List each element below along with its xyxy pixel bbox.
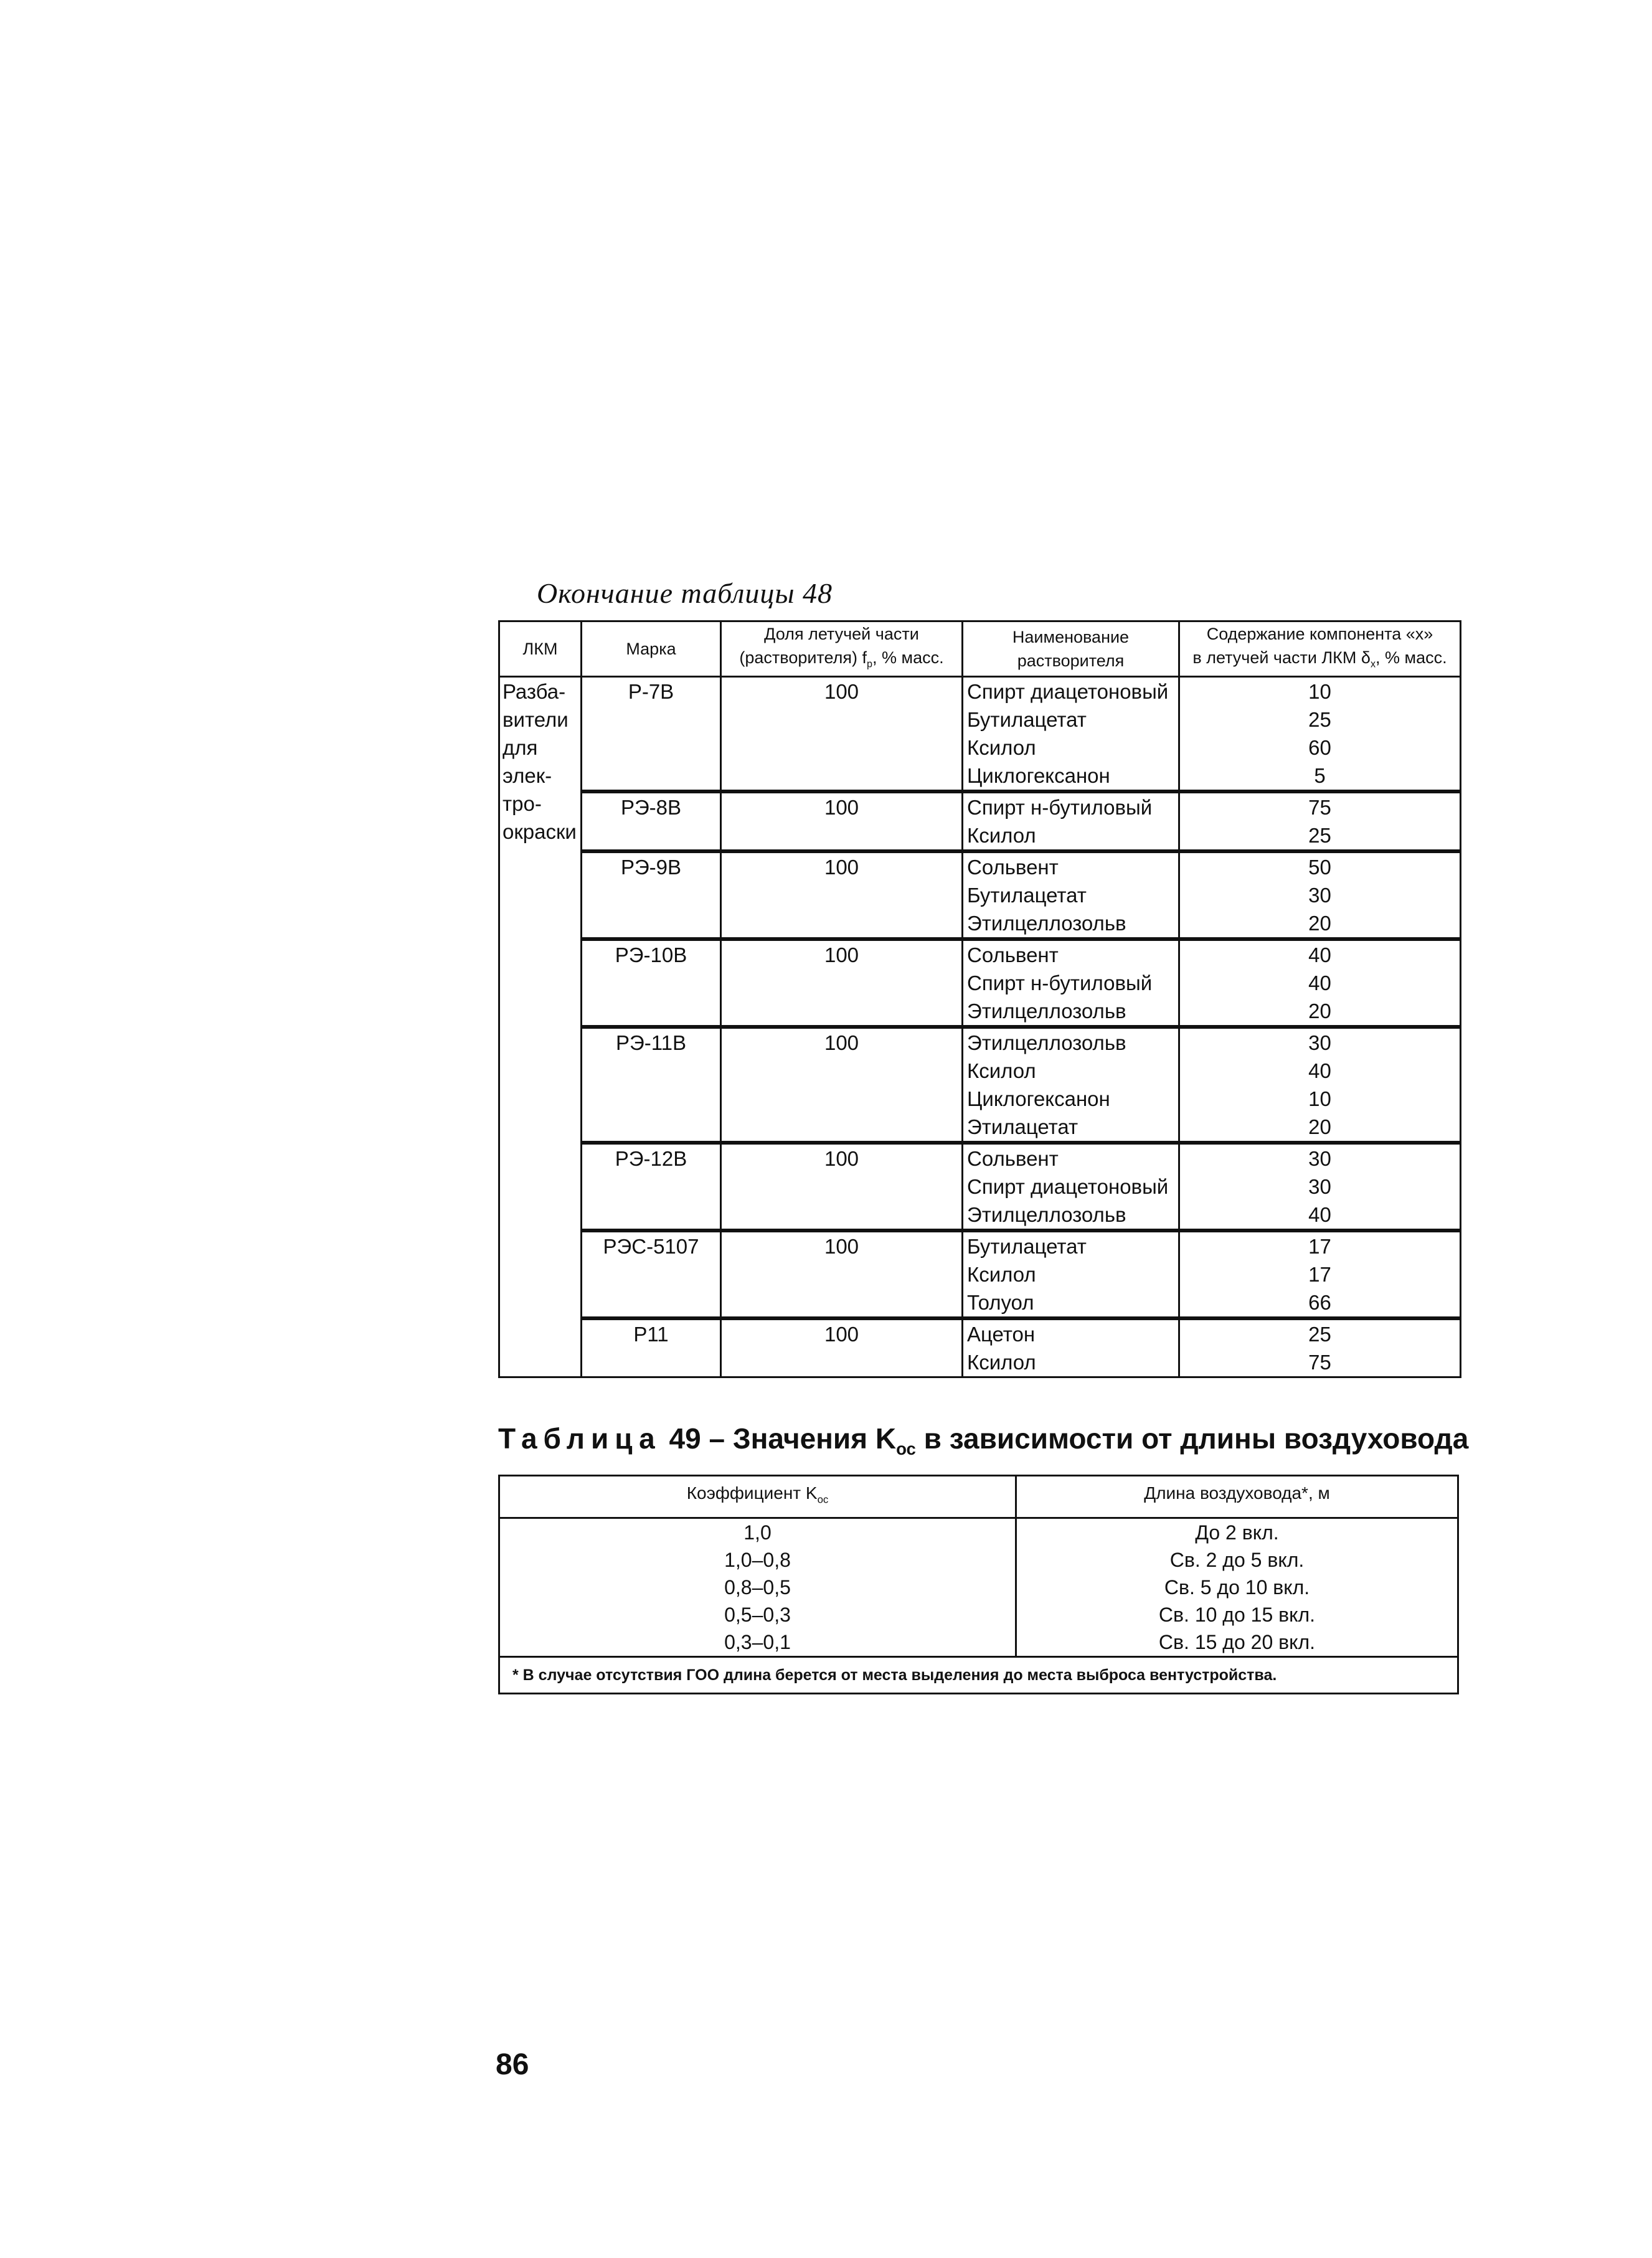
header-duct-length: Длина воздуховода*, м (1016, 1476, 1458, 1518)
table-row (499, 939, 1461, 1027)
header-content-tail: , % масс. (1376, 648, 1447, 667)
coefficient-value: 1,0 (743, 1521, 772, 1544)
solvent-name: Бутилацетат (967, 884, 1087, 907)
fraction-cell: 100 (721, 1318, 963, 1377)
table-48-body (499, 677, 1461, 1377)
table-48 (498, 620, 1461, 1378)
duct-length-value: Св. 15 до 20 вкл. (1158, 1630, 1316, 1653)
solvent-name: Спирт диацетоновый (967, 680, 1169, 704)
content-cell (1179, 677, 1461, 792)
header-fraction (721, 621, 963, 677)
content-value: 25 (1308, 1323, 1331, 1346)
table-49-caption-sub: ос (896, 1439, 916, 1459)
solvent-cell (963, 1027, 1179, 1143)
solvent-name: Сольвент (967, 1147, 1059, 1171)
content-value: 10 (1308, 680, 1331, 704)
table-49-caption-prefix: 49 – Значения K (661, 1422, 897, 1455)
table-row (499, 1318, 1461, 1377)
solvent-cell (963, 1143, 1179, 1231)
content-value: 30 (1308, 884, 1331, 907)
content-value: 25 (1308, 824, 1331, 848)
header-solvent-line2: растворителя (1017, 651, 1125, 671)
content-cell (1179, 1027, 1461, 1143)
header-fraction-line2 (739, 648, 944, 670)
solvent-name: Ксилол (967, 736, 1036, 760)
content-cell (1179, 851, 1461, 939)
content-cell (1179, 1231, 1461, 1318)
header-brand-text: Марка (626, 640, 676, 659)
solvent-cell (963, 791, 1179, 851)
header-content-line2 (1192, 648, 1447, 670)
table-49-caption-word: Таблица (498, 1422, 661, 1455)
fraction-cell: 100 (721, 677, 963, 792)
content-cell (1179, 939, 1461, 1027)
solvent-name: Ксилол (967, 1351, 1036, 1374)
content-value: 20 (1308, 912, 1331, 935)
content-cell (1179, 1143, 1461, 1231)
header-content (1179, 621, 1461, 677)
header-fraction-sub: p (867, 658, 873, 670)
content-value: 40 (1308, 1059, 1331, 1083)
solvent-name: Этилцеллозольв (967, 1203, 1126, 1227)
solvent-name: Ксилол (967, 824, 1036, 848)
content-value: 30 (1308, 1175, 1331, 1199)
duct-length-value: До 2 вкл. (1195, 1521, 1279, 1544)
table-49 (498, 1475, 1459, 1694)
header-coefficient-text: Коэффициент K (686, 1483, 818, 1503)
brand-cell: РЭС-5107 (582, 1231, 721, 1318)
content-value: 30 (1308, 1031, 1331, 1055)
header-content-text: в летучей части ЛКМ δ (1192, 648, 1371, 667)
solvent-name: Этилацетат (967, 1115, 1079, 1139)
fraction-cell: 100 (721, 791, 963, 851)
solvent-cell (963, 939, 1179, 1027)
header-lkm (499, 621, 582, 677)
lkm-cell (499, 677, 582, 1377)
content-value: 5 (1314, 764, 1326, 788)
content-value: 75 (1308, 796, 1331, 820)
content-value: 30 (1308, 1147, 1331, 1171)
lkm-line: окраски (503, 820, 577, 844)
solvent-name: Этилцеллозольв (967, 912, 1126, 935)
solvent-name: Этилцеллозольв (967, 999, 1126, 1023)
solvent-cell (963, 851, 1179, 939)
header-content-line1: Содержание компонента «x» (1206, 625, 1433, 643)
solvent-name: Спирт н-бутиловый (967, 796, 1153, 820)
fraction-cell: 100 (721, 939, 963, 1027)
solvent-name: Ксилол (967, 1263, 1036, 1287)
header-fraction-text: (растворителя) f (739, 648, 867, 667)
duct-length-value: Св. 10 до 15 вкл. (1158, 1603, 1316, 1626)
solvent-name: Спирт н-бутиловый (967, 971, 1153, 995)
coefficient-value: 0,5–0,3 (724, 1603, 791, 1626)
header-coefficient-sub: ос (817, 1493, 829, 1506)
duct-length-value: Св. 5 до 10 вкл. (1164, 1575, 1310, 1599)
fraction-cell: 100 (721, 851, 963, 939)
coefficient-value: 0,3–0,1 (724, 1630, 791, 1653)
solvent-name: Циклогексанон (967, 1087, 1110, 1111)
header-coefficient (499, 1476, 1016, 1518)
solvent-name: Циклогексанон (967, 764, 1110, 788)
solvent-cell (963, 1318, 1179, 1377)
content-value: 40 (1308, 943, 1331, 967)
lkm-line: Разба- (503, 680, 566, 704)
fraction-cell: 100 (721, 1143, 963, 1231)
solvent-name: Спирт диацетоновый (967, 1175, 1169, 1199)
brand-cell: РЭ-11В (582, 1027, 721, 1143)
brand-cell: РЭ-9В (582, 851, 721, 939)
content-cell (1179, 791, 1461, 851)
brand-cell: Р11 (582, 1318, 721, 1377)
duct-length-value: Св. 2 до 5 вкл. (1169, 1548, 1305, 1571)
table-row (499, 1143, 1461, 1231)
table-49-caption-suffix: в зависимости от длины воздуховода (915, 1422, 1469, 1455)
table-48-caption: Окончание таблицы 48 (537, 577, 833, 609)
header-lkm-text: ЛКМ (522, 640, 558, 659)
solvent-name: Ацетон (967, 1323, 1036, 1346)
table-49-data-row (499, 1518, 1458, 1656)
content-value: 60 (1308, 736, 1331, 760)
content-value: 20 (1308, 999, 1331, 1023)
solvent-name: Ксилол (967, 1059, 1036, 1083)
content-value: 40 (1308, 971, 1331, 995)
header-solvent (963, 621, 1179, 677)
fraction-cell: 100 (721, 1231, 963, 1318)
solvent-name: Толуол (967, 1291, 1034, 1315)
brand-cell: РЭ-12В (582, 1143, 721, 1231)
content-value: 10 (1308, 1087, 1331, 1111)
table-49-footnote-row (499, 1656, 1458, 1693)
table-row (499, 677, 1461, 792)
table-48-header-row (499, 621, 1461, 677)
coefficient-value: 0,8–0,5 (724, 1575, 791, 1599)
content-value: 75 (1308, 1351, 1331, 1374)
content-value: 50 (1308, 856, 1331, 879)
lkm-line: элек- (503, 764, 552, 788)
solvent-name: Сольвент (967, 856, 1059, 879)
solvent-name: Бутилацетат (967, 1235, 1087, 1259)
fraction-cell: 100 (721, 1027, 963, 1143)
coefficient-cell (499, 1518, 1016, 1656)
solvent-name: Бутилацетат (967, 708, 1087, 732)
header-content-sub: x (1370, 658, 1376, 670)
content-value: 17 (1308, 1263, 1331, 1287)
brand-cell: Р-7В (582, 677, 721, 792)
lkm-line: вители (503, 708, 569, 732)
table-row (499, 851, 1461, 939)
header-brand (582, 621, 721, 677)
page-number: 86 (496, 2048, 529, 2081)
content-value: 66 (1308, 1291, 1331, 1315)
duct-length-cell (1016, 1518, 1458, 1656)
content-cell (1179, 1318, 1461, 1377)
brand-cell: РЭ-10В (582, 939, 721, 1027)
table-49-header-row (499, 1476, 1458, 1518)
table-row (499, 791, 1461, 851)
solvent-name: Этилцеллозольв (967, 1031, 1126, 1055)
header-fraction-tail: , % масс. (872, 648, 944, 667)
lkm-line: тро- (503, 792, 542, 816)
solvent-name: Сольвент (967, 943, 1059, 967)
content-value: 40 (1308, 1203, 1331, 1227)
content-value: 25 (1308, 708, 1331, 732)
coefficient-value: 1,0–0,8 (724, 1548, 791, 1571)
table-49-caption (498, 1414, 1469, 1463)
table-49-footnote: * В случае отсутствия ГОО длина берется от места выделения до места выброса вентустройства. (499, 1656, 1458, 1693)
table-row (499, 1231, 1461, 1318)
brand-cell: РЭ-8В (582, 791, 721, 851)
table-row (499, 1027, 1461, 1143)
solvent-cell (963, 677, 1179, 792)
solvent-cell (963, 1231, 1179, 1318)
header-fraction-line1: Доля летучей части (764, 625, 919, 643)
header-solvent-line1: Наименование (1012, 628, 1130, 647)
content-value: 17 (1308, 1235, 1331, 1259)
lkm-line: для (503, 736, 538, 760)
content-value: 20 (1308, 1115, 1331, 1139)
